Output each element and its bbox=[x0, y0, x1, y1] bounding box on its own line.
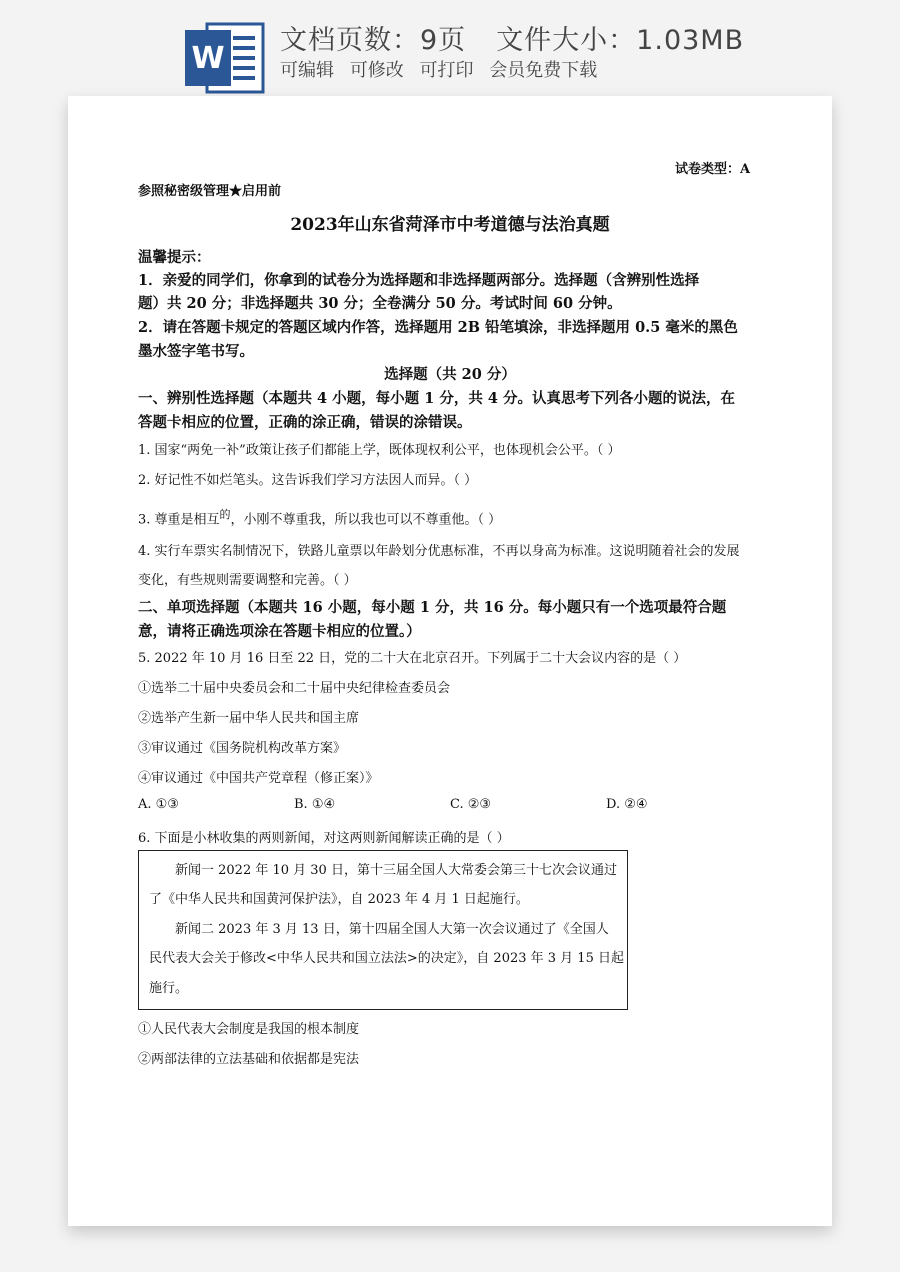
question-3-part-2: ，小刚不尊重我，所以我也可以不尊重他。（ ） bbox=[230, 512, 502, 528]
word-document-icon bbox=[185, 20, 265, 96]
news-2-line-3: 施行。 bbox=[149, 981, 189, 996]
option-a: A. ①③ bbox=[138, 797, 179, 812]
question-5-item-2: ②选举产生新一届中华人民共和国主席 bbox=[138, 711, 360, 726]
file-size: 文件大小：1.03MB bbox=[496, 25, 745, 56]
section-2-heading-line-2: 意，请将正确选项涂在答题卡相应的位置。） bbox=[138, 623, 421, 640]
feature-member-download: 会员免费下载 bbox=[489, 60, 598, 81]
question-4-line-2: 变化，有些规则需要调整和完善。（ ） bbox=[138, 573, 357, 588]
question-5: 5. 2022 年 10 月 16 日至 22 日，党的二十大在北京召开。下列属于二十大会议内容的是（ ） bbox=[138, 651, 687, 666]
question-5-item-4: ④审议通过《中国共产党章程（修正案）》 bbox=[138, 771, 379, 786]
question-2: 2. 好记性不如烂笔头。这告诉我们学习方法因人而异。（ ） bbox=[138, 473, 478, 488]
page-count: 文档页数：9页 bbox=[280, 25, 467, 56]
news-box bbox=[138, 850, 628, 1010]
download-banner bbox=[0, 0, 900, 100]
option-d: D. ②④ bbox=[606, 797, 648, 812]
tips-heading: 温馨提示： bbox=[138, 249, 211, 266]
question-5-item-1: ①选举二十届中央委员会和二十届中央纪律检查委员会 bbox=[138, 681, 451, 696]
document-page bbox=[68, 96, 832, 1226]
part-title: 选择题（共 20 分） bbox=[384, 366, 516, 383]
paper-type: 试卷类型：A bbox=[675, 162, 751, 177]
option-c: C. ②③ bbox=[450, 797, 492, 812]
feature-modifiable: 可修改 bbox=[349, 60, 404, 81]
question-3-part-1: 3. 尊重是相互 bbox=[138, 512, 220, 528]
word-icon-letter: W bbox=[191, 41, 225, 76]
question-1: 1. 国家“两免一补”政策让孩子们都能上学，既体现权利公平，也体现机会公平。（ ） bbox=[138, 443, 621, 458]
question-6: 6. 下面是小林收集的两则新闻，对这两则新闻解读正确的是（ ） bbox=[138, 831, 510, 846]
tip-2-line-2: 墨水签字笔书写。 bbox=[138, 343, 254, 360]
question-3-superscript: 的 bbox=[219, 508, 231, 521]
banner-title bbox=[280, 18, 744, 57]
feature-editable: 可编辑 bbox=[280, 60, 334, 81]
question-5-item-3: ③审议通过《国务院机构改革方案》 bbox=[138, 741, 347, 756]
question-6-item-1: ①人民代表大会制度是我国的根本制度 bbox=[138, 1022, 360, 1037]
tip-1-line-1: 1．亲爱的同学们，你拿到的试卷分为选择题和非选择题两部分。选择题（含辨别性选择 bbox=[138, 272, 700, 289]
secrecy-note: 参照秘密级管理★启用前 bbox=[138, 184, 282, 199]
question-4-line-1: 4. 实行车票实名制情况下，铁路儿童票以年龄划分优惠标准，不再以身高为标准。这说明随着社会的发展 bbox=[138, 544, 740, 559]
section-1-heading-line-1: 一、辨别性选择题（本题共 4 小题，每小题 1 分，共 4 分。认真思考下列各小题的说法，在 bbox=[138, 390, 736, 407]
tip-1-line-2: 题）共 20 分；非选择题共 30 分；全卷满分 50 分。考试时间 60 分钟。 bbox=[138, 295, 622, 312]
feature-list bbox=[280, 56, 607, 82]
news-2-line-2: 民代表大会关于修改<中华人民共和国立法法>的决定》，自 2023 年 3 月 15 日起 bbox=[149, 951, 624, 966]
news-1-line-2: 了《中华人民共和国黄河保护法》，自 2023 年 4 月 1 日起施行。 bbox=[149, 892, 529, 907]
question-6-item-2: ②两部法律的立法基础和依据都是宪法 bbox=[138, 1052, 360, 1067]
news-1-line-1: 新闻一 2022 年 10 月 30 日，第十三届全国人大常委会第三十七次会议通过 bbox=[175, 863, 617, 878]
news-2-line-1: 新闻二 2023 年 3 月 13 日，第十四届全国人大第一次会议通过了《全国人 bbox=[175, 922, 609, 937]
option-b: B. ①④ bbox=[294, 797, 336, 812]
document-title: 2023年山东省菏泽市中考道德与法治真题 bbox=[290, 215, 610, 235]
question-3 bbox=[138, 506, 501, 527]
section-2-heading-line-1: 二、单项选择题（本题共 16 小题，每小题 1 分，共 16 分。每小题只有一个选项最符合题 bbox=[138, 599, 727, 616]
tip-2-line-1: 2．请在答题卡规定的答题区域内作答，选择题用 2B 铅笔填涂，非选择题用 0.5 毫米的黑色 bbox=[138, 319, 738, 336]
feature-printable: 可打印 bbox=[419, 60, 474, 81]
section-1-heading-line-2: 答题卡相应的位置，正确的涂正确，错误的涂错误。 bbox=[138, 414, 472, 431]
